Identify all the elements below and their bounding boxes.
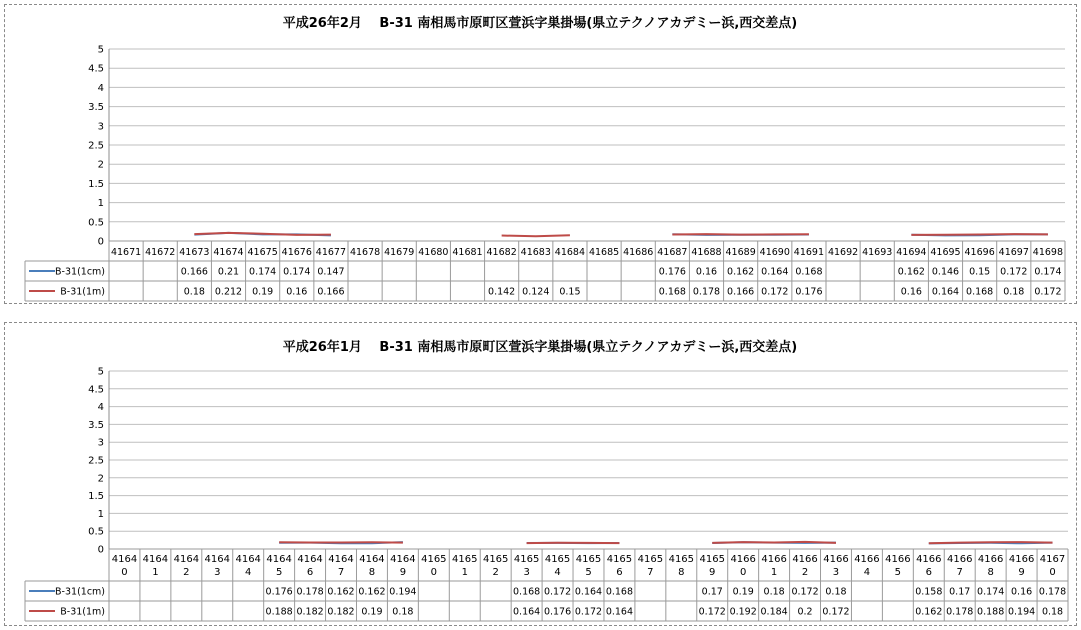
data-label: 0.164 [605, 606, 634, 618]
x-tick-label-line: 0 [1049, 567, 1056, 578]
x-tick-label-line: 4165 [699, 554, 725, 565]
data-label: 0.15 [969, 266, 991, 278]
x-tick-label [483, 554, 508, 578]
x-tick-label-line: 5 [275, 567, 283, 578]
y-tick-label: 3 [97, 121, 104, 133]
data-label: 0.124 [522, 286, 550, 298]
x-tick-label [143, 554, 168, 578]
x-tick-label-line: 2 [183, 567, 190, 578]
data-label: 0.172 [1000, 266, 1028, 278]
x-tick-label-line: 4164 [390, 554, 416, 565]
x-tick-label [761, 554, 786, 578]
data-table [25, 241, 1065, 301]
x-tick-label-line: 1 [770, 567, 778, 578]
data-label: 0.162 [897, 266, 925, 278]
y-tick-label: 0 [97, 544, 104, 556]
data-label: 0.194 [1007, 606, 1036, 618]
chart-panel-february [4, 4, 1077, 304]
x-tick-label: 41692 [827, 247, 859, 258]
x-tick-label: 41691 [793, 247, 825, 258]
x-tick-label: 41695 [930, 247, 961, 258]
data-label: 0.164 [513, 606, 541, 618]
data-label: 0.174 [283, 266, 311, 278]
x-tick-label-line: 4166 [1008, 554, 1035, 565]
x-tick-label-line: 8 [987, 567, 994, 578]
data-label: 0.188 [265, 606, 293, 618]
data-label: 0.162 [327, 586, 355, 598]
x-tick-label-line: 5 [894, 567, 902, 578]
x-tick-label [359, 554, 384, 578]
y-axis [88, 367, 1068, 556]
x-tick-label: 41687 [657, 247, 688, 258]
chart-panel-january [4, 322, 1077, 626]
x-tick-label-line: 3 [832, 567, 840, 578]
data-label: 0.192 [729, 606, 757, 618]
data-label: 0.168 [605, 586, 634, 598]
x-tick-label [792, 554, 817, 578]
y-tick-label: 5 [97, 366, 104, 378]
data-label: 0.16 [286, 286, 308, 298]
legend-entry-1: B-31(1m) [60, 286, 105, 298]
data-label: 0.16 [900, 286, 922, 298]
series-line-1 [712, 542, 836, 543]
x-tick-label-line: 3 [214, 567, 221, 578]
x-tick-label: 41685 [588, 247, 620, 258]
y-tick-label: 0.5 [88, 217, 104, 229]
x-tick-label-line: 1 [152, 567, 159, 578]
x-tick-label [266, 554, 291, 578]
data-label: 0.188 [977, 606, 1005, 618]
x-tick-label-line: 0 [739, 567, 747, 578]
x-tick-label: 41684 [554, 247, 586, 258]
y-tick-label: 1 [97, 198, 104, 210]
x-tick-label-line: 4164 [173, 554, 200, 565]
data-label: 0.2 [797, 606, 813, 618]
x-tick-label [700, 554, 725, 578]
data-label: 0.178 [692, 286, 721, 298]
x-tick-label: 41688 [691, 247, 722, 258]
y-tick-label: 2 [97, 159, 104, 171]
x-tick-label-line: 9 [399, 567, 407, 578]
y-tick-label: 1.5 [88, 178, 104, 190]
x-tick-label-line: 4164 [204, 554, 231, 565]
y-axis [88, 45, 1065, 248]
x-tick-label-line: 6 [616, 567, 623, 578]
x-tick-label: 41683 [520, 247, 551, 258]
data-label: 0.176 [543, 606, 572, 618]
data-label: 0.18 [825, 586, 847, 598]
x-tick-label-line: 4166 [977, 554, 1004, 565]
x-tick-label-line: 4166 [730, 554, 756, 565]
x-tick-label [885, 554, 910, 578]
data-label: 0.17 [949, 586, 971, 598]
x-tick-label-line: 5 [585, 567, 592, 578]
x-tick-label [823, 554, 848, 578]
x-tick-label-line: 4165 [452, 554, 478, 565]
y-tick-label: 4 [97, 402, 104, 414]
data-table [25, 549, 1068, 621]
chart-february [5, 5, 1076, 303]
y-tick-label: 2.5 [88, 455, 104, 467]
y-tick-label: 1 [97, 508, 104, 520]
x-tick-label-line: 4165 [668, 554, 695, 565]
series-line-1 [502, 235, 570, 236]
data-label: 0.19 [732, 586, 754, 598]
data-label: 0.194 [389, 586, 417, 598]
x-tick-label: 41678 [349, 247, 381, 258]
data-label: 0.178 [296, 586, 324, 598]
chart-title: 平成26年1月 B-31 南相馬市原町区萱浜字巣掛場(県立テクノアカデミー浜,西交差点) [282, 340, 798, 355]
x-tick-label-line: 4164 [359, 554, 385, 565]
data-label: 0.162 [915, 606, 943, 618]
series-line-1 [911, 234, 1048, 235]
x-tick-label-line: 4164 [142, 554, 169, 565]
legend-entry-1: B-31(1m) [60, 606, 105, 618]
data-label: 0.142 [488, 286, 516, 298]
x-tick-label: 41672 [145, 247, 176, 258]
x-tick-label: 41694 [896, 247, 927, 258]
data-label: 0.176 [658, 266, 686, 278]
x-tick-label-line: 4164 [235, 554, 261, 565]
data-label: 0.178 [946, 606, 974, 618]
x-tick-label-line: 4 [863, 567, 871, 578]
y-tick-label: 2 [97, 473, 104, 485]
x-tick-label [390, 554, 415, 578]
x-tick-label: 41686 [623, 247, 654, 258]
y-tick-label: 0 [97, 236, 104, 248]
x-tick-label [669, 554, 694, 578]
data-label: 0.21 [217, 266, 240, 278]
x-tick-label-line: 4165 [606, 554, 633, 565]
x-tick-label-line: 4165 [575, 554, 602, 565]
x-tick-label [916, 554, 941, 578]
x-tick-label: 41676 [281, 247, 312, 258]
data-label: 0.172 [1034, 286, 1062, 298]
x-tick-label: 41690 [759, 247, 790, 258]
x-tick-label-line: 4165 [513, 554, 540, 565]
data-label: 0.164 [931, 286, 960, 298]
y-tick-label: 3.5 [88, 102, 104, 114]
data-label: 0.164 [574, 586, 603, 598]
x-tick-label-line: 4166 [792, 554, 818, 565]
x-tick-label [1040, 554, 1065, 578]
data-label: 0.162 [727, 266, 755, 278]
x-tick-label-line: 7 [956, 567, 963, 578]
y-tick-label: 3.5 [88, 419, 104, 431]
chart-title: 平成26年2月 B-31 南相馬市原町区萱浜字巣掛場(県立テクノアカデミー浜,西交差点) [282, 16, 798, 31]
x-tick-label-line: 1 [461, 567, 468, 578]
data-label: 0.147 [317, 266, 345, 278]
x-tick-label: 41681 [452, 247, 483, 258]
x-tick-label-line: 6 [306, 567, 314, 578]
x-tick-label-line: 4164 [297, 554, 323, 565]
data-label: 0.172 [574, 606, 603, 618]
x-tick-label-line: 6 [925, 567, 932, 578]
x-tick-label-line: 4166 [946, 554, 973, 565]
data-label: 0.174 [977, 586, 1005, 598]
data-label: 0.166 [727, 286, 755, 298]
x-tick-label-line: 4166 [885, 554, 911, 565]
x-tick-label [235, 554, 260, 578]
data-label: 0.172 [822, 606, 850, 618]
data-label: 0.212 [214, 286, 243, 298]
x-tick-label: 41682 [486, 247, 517, 258]
x-tick-label [297, 554, 322, 578]
x-tick-label-line: 9 [709, 567, 716, 578]
x-tick-label-line: 4166 [854, 554, 880, 565]
x-tick-label-line: 4167 [1039, 554, 1066, 565]
data-label: 0.172 [543, 586, 572, 598]
data-label: 0.176 [265, 586, 293, 598]
data-label: 0.16 [1011, 586, 1033, 598]
x-tick-label [1009, 554, 1034, 578]
x-tick-label-line: 4164 [111, 554, 138, 565]
data-label: 0.146 [931, 266, 960, 278]
x-tick-label-line: 2 [492, 567, 499, 578]
x-tick-label-line: 4166 [916, 554, 942, 565]
x-tick-label: 41693 [862, 247, 893, 258]
y-tick-label: 2.5 [88, 140, 104, 152]
data-label: 0.168 [966, 286, 994, 298]
data-label: 0.164 [761, 266, 789, 278]
x-tick-label [545, 554, 570, 578]
chart-january [5, 323, 1076, 625]
x-tick-label-line: 4166 [761, 554, 787, 565]
x-tick-label [576, 554, 601, 578]
x-tick-label [328, 554, 353, 578]
x-tick-label [607, 554, 632, 578]
x-tick-label-line: 4164 [328, 554, 354, 565]
x-tick-label-line: 4165 [421, 554, 447, 565]
x-tick-label-line: 4164 [266, 554, 292, 565]
data-label: 0.184 [760, 606, 788, 618]
legend-entry-0: B-31(1cm) [55, 266, 105, 278]
data-label: 0.168 [513, 586, 541, 598]
x-tick-label: 41680 [418, 247, 449, 258]
x-tick-label-line: 4166 [823, 554, 849, 565]
data-label: 0.166 [317, 286, 345, 298]
y-tick-label: 4.5 [88, 63, 104, 75]
y-tick-label: 4.5 [88, 384, 104, 396]
y-tick-label: 1.5 [88, 491, 104, 503]
data-label: 0.18 [1003, 286, 1025, 298]
data-label: 0.18 [763, 586, 785, 598]
data-label: 0.166 [180, 266, 208, 278]
legend-entry-0: B-31(1cm) [55, 586, 105, 598]
x-tick-label-line: 0 [430, 567, 438, 578]
data-label: 0.174 [249, 266, 277, 278]
x-tick-label-line: 4 [245, 567, 252, 578]
x-tick-label: 41689 [725, 247, 756, 258]
x-tick-label [514, 554, 539, 578]
data-label: 0.18 [183, 286, 205, 298]
data-label: 0.17 [701, 586, 723, 598]
x-tick-label: 41679 [384, 247, 415, 258]
x-tick-label [638, 554, 663, 578]
x-tick-label-line: 8 [368, 567, 376, 578]
x-tick-label-line: 3 [523, 567, 530, 578]
data-label: 0.172 [791, 586, 819, 598]
data-label: 0.168 [795, 266, 823, 278]
x-tick-label [205, 554, 230, 578]
series-line-1 [929, 542, 1053, 543]
x-tick-label [854, 554, 879, 578]
data-label: 0.168 [658, 286, 686, 298]
x-tick-label-line: 4165 [544, 554, 571, 565]
y-tick-label: 5 [97, 44, 104, 56]
x-tick-label: 41696 [964, 247, 995, 258]
x-tick-label [421, 554, 446, 578]
data-label: 0.18 [392, 606, 414, 618]
data-label: 0.182 [327, 606, 355, 618]
x-tick-label: 41674 [213, 247, 244, 258]
x-tick-label [947, 554, 972, 578]
data-label: 0.174 [1034, 266, 1062, 278]
x-tick-label [730, 554, 755, 578]
data-label: 0.176 [795, 286, 823, 298]
x-tick-label: 41675 [247, 247, 278, 258]
x-tick-label: 41671 [110, 247, 142, 258]
x-tick-label: 41677 [315, 247, 347, 258]
data-label: 0.162 [358, 586, 386, 598]
y-tick-label: 3 [97, 437, 104, 449]
x-tick-label [174, 554, 199, 578]
data-label: 0.18 [1041, 606, 1064, 618]
x-tick-label [112, 554, 137, 578]
x-tick-label-line: 7 [647, 567, 654, 578]
y-tick-label: 4 [97, 82, 104, 94]
x-tick-label-line: 7 [337, 567, 345, 578]
data-label: 0.15 [559, 286, 581, 298]
x-tick-label-line: 4165 [637, 554, 664, 565]
data-label: 0.178 [1038, 586, 1067, 598]
data-label: 0.19 [252, 286, 274, 298]
y-tick-label: 0.5 [88, 526, 104, 538]
data-label: 0.158 [915, 586, 943, 598]
data-label: 0.172 [698, 606, 726, 618]
x-tick-label-line: 2 [801, 567, 809, 578]
data-label: 0.19 [361, 606, 383, 618]
x-tick-label-line: 0 [121, 567, 128, 578]
data-label: 0.182 [296, 606, 324, 618]
x-tick-label: 41698 [1032, 247, 1064, 258]
x-tick-label-line: 4 [554, 567, 561, 578]
x-tick-label: 41673 [179, 247, 210, 258]
x-tick-label-line: 8 [678, 567, 685, 578]
x-tick-label-line: 9 [1018, 567, 1025, 578]
x-tick-label-line: 4165 [482, 554, 509, 565]
x-tick-label [978, 554, 1003, 578]
data-label: 0.16 [695, 266, 718, 278]
data-label: 0.172 [761, 286, 789, 298]
x-tick-label [452, 554, 477, 578]
x-tick-label: 41697 [998, 247, 1029, 258]
